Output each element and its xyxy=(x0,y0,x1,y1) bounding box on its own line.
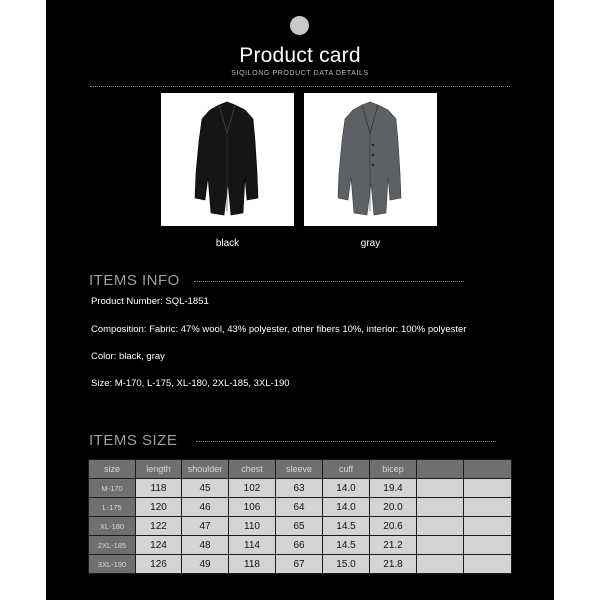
column-header: length xyxy=(136,460,182,479)
items-info-divider xyxy=(194,281,464,282)
column-header: size xyxy=(89,460,136,479)
table-cell: L-175 xyxy=(89,498,136,517)
table-cell: 48 xyxy=(182,536,229,555)
column-header xyxy=(417,460,464,479)
items-size-heading: ITEMS SIZE xyxy=(89,432,178,449)
variant-label-black: black xyxy=(215,238,240,249)
table-cell xyxy=(417,517,464,536)
table-cell xyxy=(417,479,464,498)
size-list: Size: M-170, L-175, XL-180, 2XL-185, 3XL-190 xyxy=(91,378,290,389)
table-cell: 122 xyxy=(136,517,182,536)
color-list: Color: black, gray xyxy=(91,351,165,362)
table-cell: 126 xyxy=(136,555,182,574)
table-cell: 63 xyxy=(276,479,323,498)
table-cell: 2XL-185 xyxy=(89,536,136,555)
table-cell: 114 xyxy=(229,536,276,555)
table-cell: 102 xyxy=(229,479,276,498)
table-row xyxy=(89,479,512,498)
table-cell: 118 xyxy=(229,555,276,574)
table-cell: 67 xyxy=(276,555,323,574)
table-row xyxy=(89,555,512,574)
table-cell: 120 xyxy=(136,498,182,517)
product-card xyxy=(46,0,554,600)
table-cell: 15.0 xyxy=(323,555,370,574)
table-cell: XL-180 xyxy=(89,517,136,536)
coat-gray-image xyxy=(304,93,437,226)
table-cell: 14.5 xyxy=(323,536,370,555)
table-cell: 14.5 xyxy=(323,517,370,536)
table-cell: 106 xyxy=(229,498,276,517)
column-header xyxy=(464,460,512,479)
table-cell: 21.2 xyxy=(370,536,417,555)
table-cell: 118 xyxy=(136,479,182,498)
table-row xyxy=(89,498,512,517)
coat-shape-gray xyxy=(338,102,401,215)
size-table-header-row xyxy=(89,460,512,479)
product-photo-gray xyxy=(304,93,437,226)
table-cell: 19.4 xyxy=(370,479,417,498)
page-subtitle: SIQILONG PRODUCT DATA DETAILS xyxy=(231,70,369,77)
table-cell xyxy=(464,536,512,555)
composition: Composition: Fabric: 47% wool, 43% polyester, other fibers 10%, interior: 100% polyester xyxy=(91,324,467,335)
table-cell: 124 xyxy=(136,536,182,555)
coat-shape-black xyxy=(195,102,258,215)
table-cell: 14.0 xyxy=(323,498,370,517)
column-header: bicep xyxy=(370,460,417,479)
page-title: Product card xyxy=(239,44,361,67)
table-cell xyxy=(464,479,512,498)
table-cell: 21.8 xyxy=(370,555,417,574)
table-row xyxy=(89,517,512,536)
table-cell: 65 xyxy=(276,517,323,536)
table-cell: 64 xyxy=(276,498,323,517)
table-cell: 3XL-190 xyxy=(89,555,136,574)
table-row xyxy=(89,536,512,555)
coat-black-image xyxy=(161,93,294,226)
table-cell xyxy=(417,498,464,517)
product-number: Product Number: SQL-1851 xyxy=(91,296,209,307)
table-cell: 46 xyxy=(182,498,229,517)
table-cell xyxy=(464,498,512,517)
size-table xyxy=(88,459,512,574)
table-cell: 110 xyxy=(229,517,276,536)
table-cell: M-170 xyxy=(89,479,136,498)
variant-label-gray: gray xyxy=(360,238,381,249)
header-divider xyxy=(90,86,510,87)
items-info-heading: ITEMS INFO xyxy=(89,272,180,289)
table-cell: 14.0 xyxy=(323,479,370,498)
table-cell: 20.6 xyxy=(370,517,417,536)
items-size-divider xyxy=(196,441,496,442)
table-cell xyxy=(417,555,464,574)
table-cell xyxy=(464,555,512,574)
product-photo-black xyxy=(161,93,294,226)
table-cell xyxy=(417,536,464,555)
table-cell: 20.0 xyxy=(370,498,417,517)
header-dot xyxy=(290,16,309,35)
column-header: cuff xyxy=(323,460,370,479)
column-header: sleeve xyxy=(276,460,323,479)
table-cell: 66 xyxy=(276,536,323,555)
column-header: shoulder xyxy=(182,460,229,479)
table-cell: 49 xyxy=(182,555,229,574)
table-cell xyxy=(464,517,512,536)
table-cell: 45 xyxy=(182,479,229,498)
table-cell: 47 xyxy=(182,517,229,536)
column-header: chest xyxy=(229,460,276,479)
